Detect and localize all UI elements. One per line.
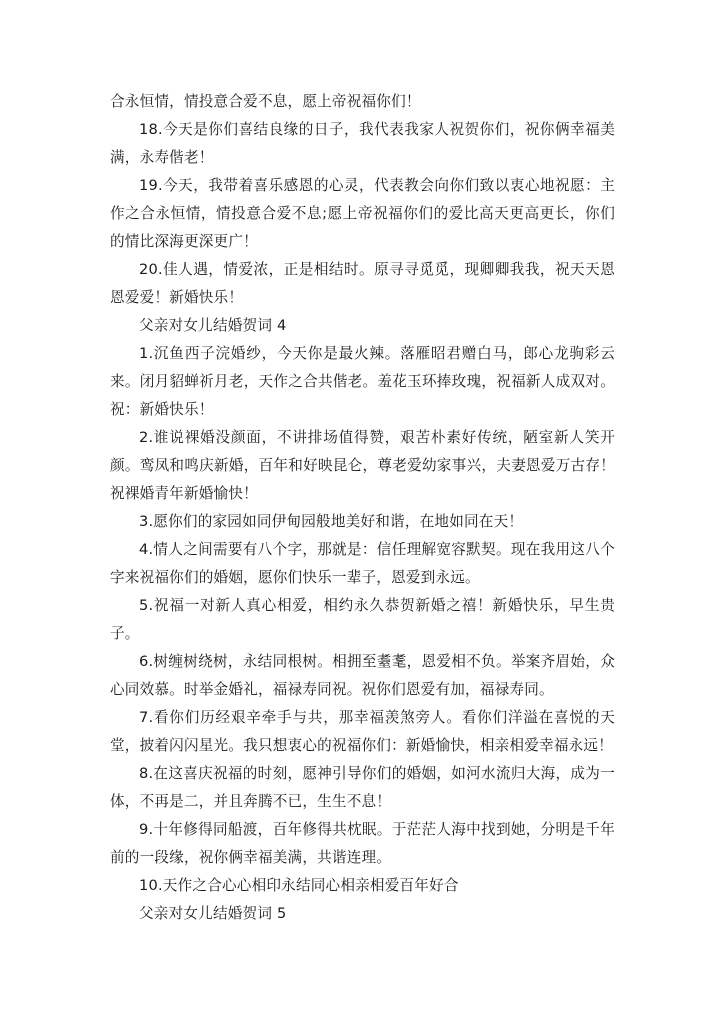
paragraph-blessing-18: 18.今天是你们喜结良缘的日子，我代表我家人祝贺你们，祝你俩幸福美满，永寿偕老！ (110, 121, 615, 166)
section-heading-4: 父亲对女儿结婚贺词 4 (139, 317, 287, 334)
paragraph-blessing-7: 7.看你们历经艰辛牵手与共，那幸福羡煞旁人。看你们洋溢在喜悦的天堂，披着闪闪星光。我只想衷心的祝福你们：新婚愉快，相亲相爱幸福永远！ (110, 709, 615, 754)
paragraph-blessing-4: 4.情人之间需要有八个字，那就是：信任理解宽容默契。现在我用这八个字来祝福你们的婚姻，愿你们快乐一辈子，恩爱到永远。 (110, 541, 615, 586)
paragraph-blessing-19: 19.今天，我带着喜乐感恩的心灵，代表教会向你们致以衷心地祝愿：主作之合永恒情，情投意合爱不息;愿上帝祝福你们的爱比高天更高更长，你们的情比深海更深更广！ (110, 177, 615, 250)
paragraph-blessing-8: 8.在这喜庆祝福的时刻，愿神引导你们的婚姻，如河水流归大海，成为一体，不再是二，并且奔腾不已，生生不息！ (110, 765, 615, 810)
paragraph-blessing-6: 6.树缠树绕树，永结同根树。相拥至耋耄，恩爱相不负。举案齐眉始，众心同效慕。时举金婚礼，福禄寿同祝。祝你们恩爱有加，福禄寿同。 (110, 653, 615, 698)
paragraph-blessing-20: 20.佳人遇，情爱浓，正是相结时。原寻寻觅觅，现卿卿我我，祝天天恩恩爱爱！新婚快乐！ (110, 261, 615, 306)
document-body (110, 88, 615, 928)
paragraph-blessing-2: 2.谁说裸婚没颜面，不讲排场值得赞，艰苦朴素好传统，陋室新人笑开颜。鸾凤和鸣庆新婚，百年和好映昆仑，尊老爱幼家事兴，夫妻恩爱万古存！祝裸婚青年新婚愉快！ (110, 429, 615, 502)
paragraph-blessing-5: 5.祝福一对新人真心相爱，相约永久恭贺新婚之禧！新婚快乐，早生贵子。 (110, 597, 615, 642)
paragraph-blessing-9: 9.十年修得同船渡，百年修得共枕眠。于茫茫人海中找到她，分明是千年前的一段缘，祝你俩幸福美满，共谐连理。 (110, 821, 615, 866)
paragraph-continuation: 合永恒情，情投意合爱不息，愿上帝祝福你们！ (110, 93, 421, 110)
section-heading-5: 父亲对女儿结婚贺词 5 (139, 905, 287, 922)
paragraph-blessing-3: 3.愿你们的家园如同伊甸园般地美好和谐，在地如同在天！ (139, 513, 524, 530)
paragraph-blessing-10: 10.天作之合心心相印永结同心相亲相爱百年好合 (139, 877, 459, 894)
paragraph-blessing-1: 1.沉鱼西子浣婚纱，今天你是最火辣。落雁昭君赠白马，郎心龙驹彩云来。闭月貂蝉祈月老，天作之合共偕老。羞花玉环捧玫瑰，祝福新人成双对。祝：新婚快乐！ (110, 345, 615, 418)
